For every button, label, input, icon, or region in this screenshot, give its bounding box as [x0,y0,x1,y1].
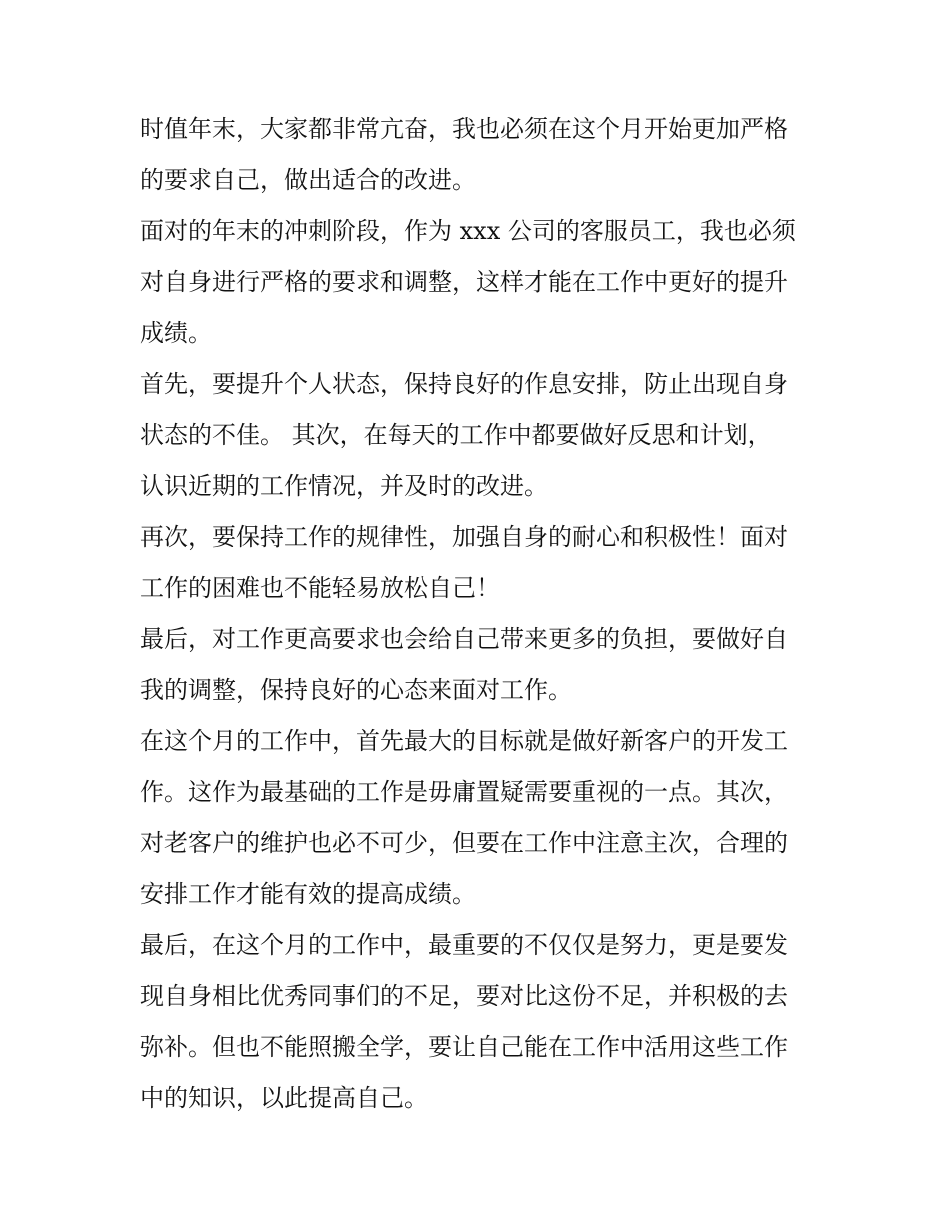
text-line: 现自身相比优秀同事们的不足，要对比这份不足，并积极的去 [140,982,788,1010]
text-line: 最后，在这个月的工作中，最重要的不仅仅是努力，更是要发 [140,931,788,959]
text-line: 的要求自己，做出适合的改进。 [140,166,476,194]
text-line: 再次，要保持工作的规律性，加强自身的耐心和积极性！面对 [140,523,788,551]
text-line: 认识近期的工作情况，并及时的改进。 [140,472,548,500]
text-line: 作。这作为最基础的工作是毋庸置疑需要重视的一点。其次， [140,778,788,806]
text-line: 我的调整，保持良好的心态来面对工作。 [140,676,572,704]
text-line: 面对的年末的冲刺阶段，作为 xxx 公司的客服员工，我也必须 [140,217,796,245]
text-line: 中的知识，以此提高自己。 [140,1084,428,1112]
text-line: 弥补。但也不能照搬全学，要让自己能在工作中活用这些工作 [140,1033,788,1061]
text-line: 最后，对工作更高要求也会给自己带来更多的负担，要做好自 [140,625,788,653]
text-line: 成绩。 [140,319,212,347]
text-line: 首先，要提升个人状态，保持良好的作息安排，防止出现自身 [140,370,788,398]
text-line: 在这个月的工作中，首先最大的目标就是做好新客户的开发工 [140,727,788,755]
text-line: 状态的不佳。 其次，在每天的工作中都要做好反思和计划， [140,421,772,449]
text-line: 时值年末，大家都非常亢奋，我也必须在这个月开始更加严格 [140,115,788,143]
text-line: 安排工作才能有效的提高成绩。 [140,880,476,908]
document-body [140,104,820,1124]
text-line: 工作的困难也不能轻易放松自己！ [140,574,500,602]
text-line: 对自身进行严格的要求和调整，这样才能在工作中更好的提升 [140,268,788,296]
text-line: 对老客户的维护也必不可少，但要在工作中注意主次，合理的 [140,829,788,857]
